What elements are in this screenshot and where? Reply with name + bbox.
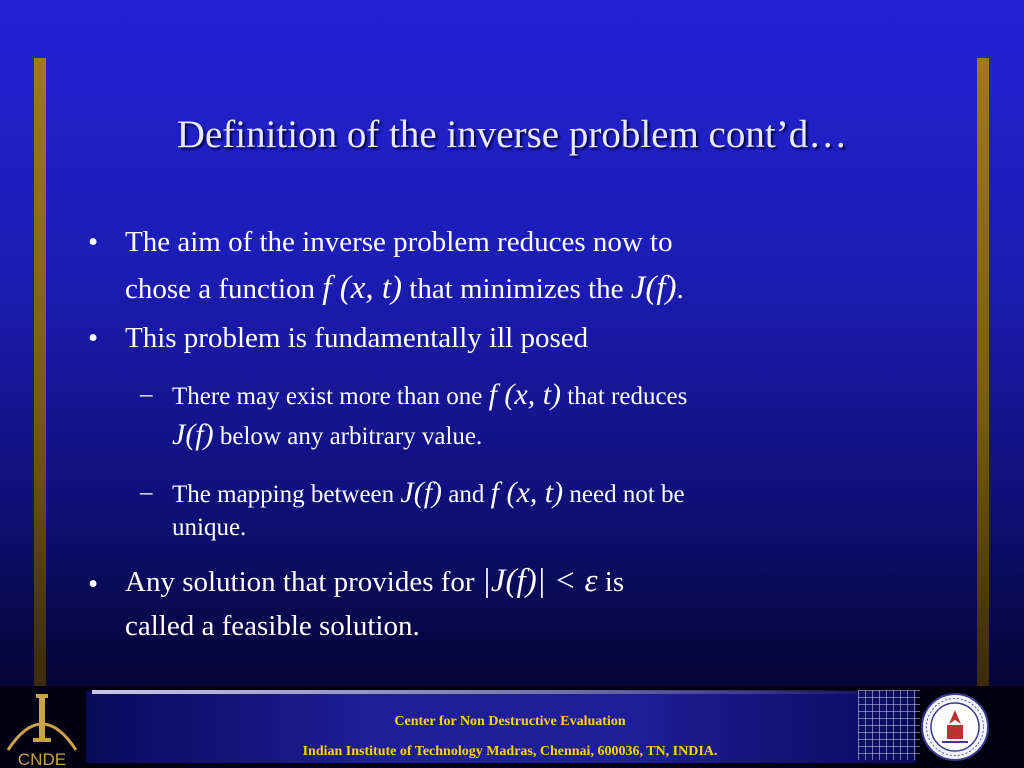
text-run: and — [442, 481, 491, 508]
dash-glyph: – — [140, 479, 153, 506]
text-run: that reduces — [561, 383, 688, 410]
text-run: is — [597, 566, 625, 598]
cnde-logo-icon — [2, 688, 82, 768]
iit-madras-seal-icon — [920, 692, 990, 762]
footer-line-1: Center for Non Destructive Evaluation — [394, 714, 626, 729]
bullet-glyph: • — [88, 568, 99, 600]
subitem-1-line-1 — [172, 378, 687, 412]
footer-line-2: Indian Institute of Technology Madras, Chennai, 600036, TN, INDIA. — [302, 744, 718, 759]
bullet-glyph: • — [88, 226, 99, 258]
grid-decoration — [858, 690, 920, 760]
dash-glyph: – — [140, 381, 153, 408]
logo-left-text: CNDE — [17, 750, 67, 768]
subitem-2-line-1 — [172, 476, 685, 510]
math-J-f: J(f) — [400, 476, 443, 509]
text-run: Any solution that provides for — [125, 566, 482, 598]
text-run: chose a function — [125, 273, 323, 305]
footer-rule — [92, 690, 882, 694]
text-run: that minimizes the — [402, 273, 631, 305]
math-f-x-t: f (x, t) — [322, 270, 403, 306]
bullet-3-line-1 — [125, 563, 624, 600]
text-run: . — [676, 273, 684, 305]
footer — [0, 686, 1024, 768]
bullet-3-line-2: called a feasible solution. — [125, 610, 420, 642]
bullet-2-text: This problem is fundamentally ill posed — [125, 322, 589, 354]
math-f-x-t: f (x, t) — [490, 476, 564, 509]
text-run: There may exist more than one — [172, 383, 489, 410]
subitem-1-line-2 — [172, 418, 482, 452]
math-abs-J-f-less-epsilon: |J(f)| < ε — [481, 563, 598, 599]
bullet-glyph: • — [88, 322, 99, 354]
slide-title: Definition of the inverse problem cont’d… — [176, 113, 848, 156]
math-J-f: J(f) — [172, 418, 214, 451]
math-f-x-t: f (x, t) — [488, 378, 562, 411]
math-J-f: J(f) — [630, 270, 677, 306]
text-run: need not be — [563, 481, 685, 508]
text-run: below any arbitrary value. — [213, 423, 483, 450]
bullet-1-line-1: The aim of the inverse problem reduces now to — [125, 226, 673, 258]
text-run: The mapping between — [172, 481, 401, 508]
subitem-2-line-2: unique. — [172, 514, 247, 541]
bullet-1-line-2 — [125, 270, 684, 307]
